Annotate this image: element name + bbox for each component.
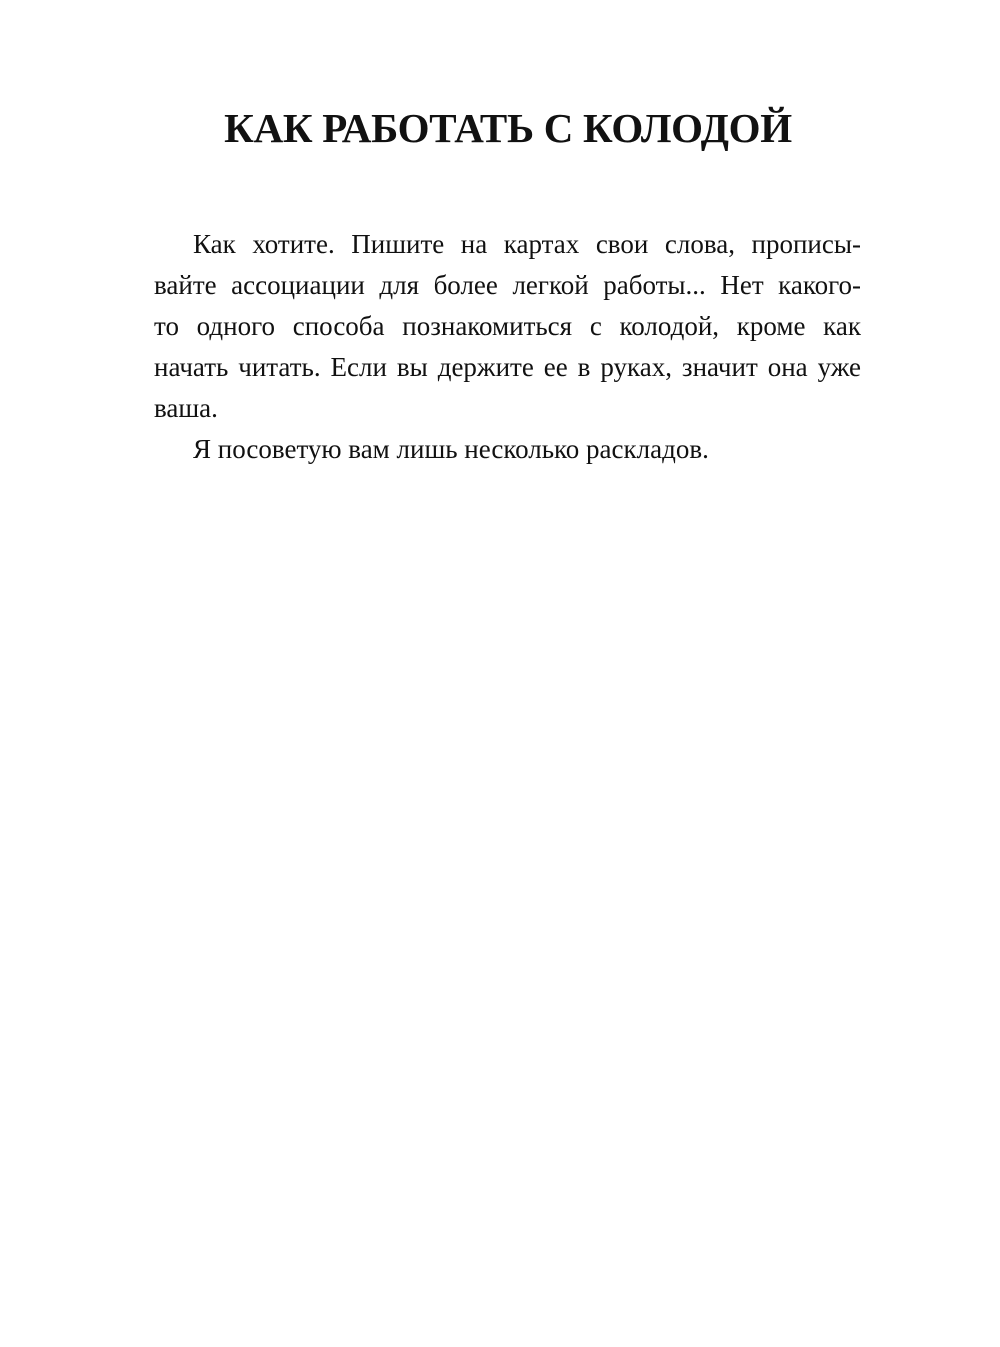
text-line: ваша. <box>154 393 218 423</box>
chapter-title: КАК РАБОТАТЬ С КОЛОДОЙ <box>224 105 792 151</box>
text-line: Как хотите. Пишите на картах свои слова, прописы- <box>193 229 861 259</box>
text-line: то одного способа познакомиться с колодой, кроме как <box>154 311 861 341</box>
paragraph <box>154 429 861 470</box>
text-line: Я посоветую вам лишь несколько раскладов. <box>193 434 709 464</box>
text-line: начать читать. Если вы держите ее в руках, значит она уже <box>154 352 861 382</box>
paragraph <box>154 224 861 429</box>
chapter-body <box>154 224 861 470</box>
text-line: вайте ассоциации для более легкой работы... Нет какого- <box>154 270 861 300</box>
